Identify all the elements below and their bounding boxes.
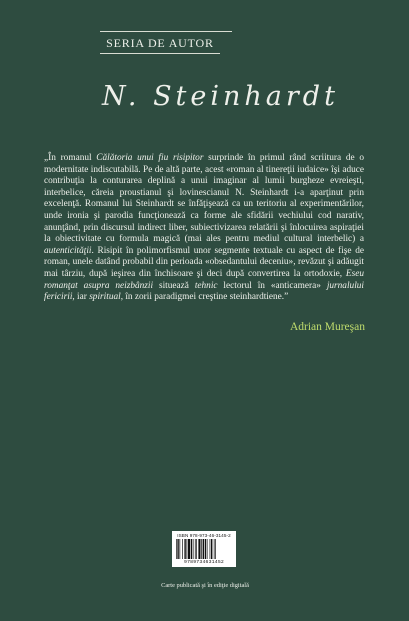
barcode-bar [176,539,177,559]
barcode-bar [182,539,183,559]
barcode-bar [195,539,196,559]
barcode-bar [191,539,192,559]
barcode [172,531,236,567]
series-label: SERIA DE AUTOR [106,36,214,50]
ean-digits: 9789734631452 [183,560,225,565]
series-underline [100,53,220,54]
author-name: N. Steinhardt [102,81,339,112]
top-rule [100,31,232,32]
digital-edition-note: Carte publicată şi în ediţie digitală [161,582,249,589]
blurb-author: Adrian Mureşan [289,321,365,333]
barcode-bar [196,539,197,559]
barcode-bar [188,539,190,559]
barcode-bar [210,539,211,559]
isbn-text: ISBN 978-973-46-3145-2 [177,533,231,538]
barcode-bar [201,539,202,559]
barcode-bar [211,539,212,559]
blurb-text: „În romanul Călătoria unui fiu risipitor surprinde în primul rând scriitura de o modernitate indiscutabilă. Pe de altă parte, acest «roman al tinereţii iudaice» îşi aduce contribuţia la conturarea deplină a unui imaginar al lumii burgheze evreieşti, interbelice, căreia proustianul şi lovinescianul N. Steinhardt i-a aparţinut prin excelenţă. Romanul lui Steinhardt se înfăţişează ca un teritoriu al experimentărilor, unde ironia şi parodia funcţionează ca forme ale sfidării vechiului cod narativ, anunţând, prin discursul indirect liber, subiectivizarea relatării şi înlocuirea aspiraţiei la obiectivitate cu formula magică (mai ales pentru mediul cultural interbelic) a autenticităţii. Risipit în polimorfismul unor segmente textuale cu aspect de fişe de roman, unele datând probabil din perioada «obsedantului deceniu», revăzut şi adăugit mai târziu, după ieşirea din închisoare şi deci după convertirea la ortodoxie, Eseu romanţat asupra neizbânzii situează tehnic lectorul în «anticamera» jurnalului fericirii, iar spiritual, în zorii paradigmei creştine steinhardtiene.” [44,153,365,303]
barcode-bar [203,539,204,559]
barcode-bar [184,539,185,559]
barcode-bar [180,539,181,559]
barcode-bar [198,539,200,559]
barcode-bars [176,539,232,559]
barcode-bar [193,539,194,559]
author-signature [100,74,340,116]
barcode-bar [187,539,188,559]
barcode-bar [177,539,178,559]
barcode-bar [205,539,206,559]
barcode-bar [215,539,216,559]
barcode-bar [214,539,215,559]
author-signature-graphic [100,74,340,116]
barcode-bar [207,539,208,559]
